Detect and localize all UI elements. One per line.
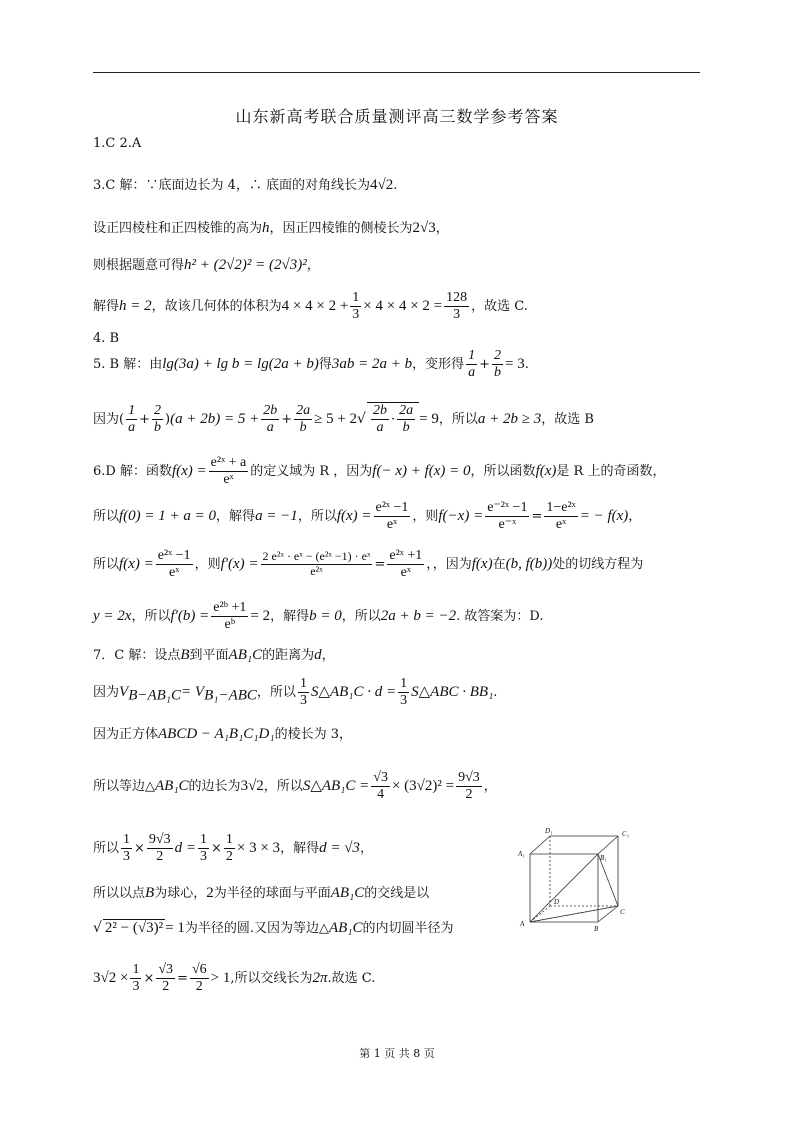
text: 所以等边△ bbox=[93, 779, 155, 795]
math: 2√3 bbox=[412, 220, 436, 236]
math: = 2 bbox=[250, 608, 271, 625]
fraction: $\frac{√3}{4}$ bbox=[373, 770, 388, 803]
fraction: $\frac{1}{3}$ bbox=[352, 290, 360, 323]
answer-line-20: √ 2² − (√3)² = 1为半径的圆.又因为等边△AB₁C的内切圆半径为 bbox=[93, 920, 454, 936]
text: ，所以 bbox=[438, 412, 478, 428]
text: 为半径的圆.又因为等边△ bbox=[184, 921, 329, 936]
math: f(0) = 1 + a = 0 bbox=[119, 508, 217, 525]
label-c: C bbox=[620, 908, 625, 916]
answer-line-1: 1.C 2.A bbox=[93, 136, 142, 151]
math: B₁−ABC bbox=[204, 687, 257, 704]
fraction: $\frac{2b}{a}$ bbox=[372, 403, 387, 436]
math: lg(3a) + lg b = lg(2a + b) bbox=[162, 356, 319, 373]
text: . 故答案为：D. bbox=[456, 609, 544, 625]
math: 2 bbox=[206, 885, 214, 901]
text: ，变形得 bbox=[412, 357, 465, 373]
math: f(x) = bbox=[119, 556, 154, 573]
text: ，解得 bbox=[270, 609, 310, 625]
math: × 4 × 4 × 2 = bbox=[363, 298, 443, 315]
fraction: $\frac{1}{3}$ bbox=[123, 832, 131, 865]
text: 设正四棱柱和正四棱锥的高为 bbox=[93, 221, 263, 236]
math: d = bbox=[174, 840, 196, 857]
text: 因为 bbox=[93, 685, 120, 701]
text: 所以 bbox=[93, 509, 120, 525]
fraction: $\frac{\text{2 e²ˣ · eˣ − (e²ˣ −1) · eˣ}}{\text{e²ˣ}}$ bbox=[262, 549, 371, 579]
answer-line-12: 所以f(x) = $\frac{\text{e²ˣ −1}}{\text{eˣ}}$ ，则f′(x) = $\frac{\text{2 e²ˣ · eˣ − (e²ˣ −1) · eˣ}}{\text{e²ˣ}}$ = $\frac{\text{e²ˣ +1}}{\text{eˣ}}$ ，，因为f(x)在(b, f(b))处的切线方程为 bbox=[93, 548, 644, 581]
answer-line-11: 所以f(0) = 1 + a = 0，解得a = −1，所以f(x) = $\frac{\text{e²ˣ −1}}{\text{eˣ}}$ ，则f(−x) = $\frac{\text{e⁻²ˣ −1}}{\text{e⁻ˣ}}$ = $\frac{\text{1−e²ˣ}}{\text{eˣ}}$ = − f(x)， bbox=[93, 500, 642, 533]
math: d bbox=[314, 647, 322, 663]
text: ，所以 bbox=[341, 609, 381, 625]
math: a = −1 bbox=[255, 508, 298, 525]
text: 处的切线方程为 bbox=[552, 557, 644, 573]
math: 3ab = 2a + b bbox=[331, 356, 413, 373]
math: 3√2 × bbox=[93, 970, 129, 987]
text: 的定义域为 R ，因为 bbox=[250, 464, 373, 480]
math: B bbox=[145, 885, 155, 901]
math: × 3 × 3 bbox=[236, 840, 281, 857]
answer-line-18: 所以 $\frac{1}{3}$ × $\frac{9√3}{2}$ d = $\frac{1}{3}$ × $\frac{1}{2}$ × 3 × 3，解得d = √3， bbox=[93, 832, 373, 865]
fraction: $\frac{9√3}{2}$ bbox=[458, 770, 480, 803]
math: f(− x) + f(x) = 0 bbox=[372, 463, 471, 480]
label-b1: B₁ bbox=[600, 854, 607, 862]
math: AB₁C bbox=[330, 885, 365, 901]
fraction: $\frac{\text{1−e²ˣ}}{\text{eˣ}}$ bbox=[546, 500, 576, 533]
text: ，所以 bbox=[131, 609, 171, 625]
fraction: $\frac{\text{e²ˣ −1}}{\text{eˣ}}$ bbox=[157, 548, 191, 581]
label-d1: D₁ bbox=[545, 827, 553, 835]
hidden-edge bbox=[530, 906, 550, 922]
answer-line-3: 3.C 解：∵底面边长为 4，∴ 底面的对角线长为4√2. bbox=[93, 177, 398, 193]
answer-line-10 bbox=[93, 455, 665, 488]
math: h = 2 bbox=[119, 298, 152, 315]
answer-line-19 bbox=[93, 884, 429, 902]
text: 3.C 解：∵底面边长为 4，∴ 底面的对角线长为 bbox=[93, 178, 371, 193]
text: 得 bbox=[318, 357, 332, 373]
math: > 1 bbox=[210, 970, 231, 987]
text: 到平面 bbox=[189, 648, 229, 663]
math: f(x) bbox=[471, 556, 493, 573]
math: (a + 2b) = 5 + bbox=[170, 411, 260, 428]
fraction: $\frac{√3}{2}$ bbox=[158, 962, 174, 995]
math: = 9 bbox=[419, 411, 439, 428]
text: 所以 bbox=[93, 841, 120, 857]
math: = 3 bbox=[505, 356, 525, 373]
text: ，故选 B bbox=[541, 412, 594, 428]
math: f(x) bbox=[535, 463, 557, 480]
math: AB₁C bbox=[228, 647, 263, 663]
answer-line-17: 所以等边△AB₁C的边长为3√2，所以S△AB₁C = $\frac{√3}{4}$ × (3√2)² = $\frac{9√3}{2}$ ， bbox=[93, 770, 497, 803]
text: ,所以交线长为 bbox=[230, 971, 313, 987]
math: × (3√2)² = bbox=[391, 778, 455, 795]
text: ，故选 C. bbox=[471, 299, 528, 315]
math: 3√2 bbox=[240, 778, 264, 795]
text: 6.D 解：函数 bbox=[93, 464, 172, 480]
text: ，解得 bbox=[280, 841, 320, 857]
answer-line-4: 设正四棱柱和正四棱锥的高为h，因正四棱锥的侧棱长为2√3， bbox=[93, 220, 449, 236]
math: h bbox=[262, 220, 270, 236]
fraction: $\frac{2a}{b}$ bbox=[399, 403, 414, 436]
text: 因为正方体 bbox=[93, 727, 159, 742]
text: 解得 bbox=[93, 299, 120, 315]
math: 2a + b = −2 bbox=[380, 608, 457, 625]
fraction: $\frac{1}{2}$ bbox=[225, 832, 233, 865]
math: f(x) = bbox=[336, 508, 372, 525]
text: 的棱长为 3， bbox=[274, 727, 352, 742]
math: B bbox=[180, 647, 190, 663]
text: 的交线是以 bbox=[364, 886, 430, 901]
page-title: 山东新高考联合质量测评高三数学参考答案 bbox=[235, 107, 559, 126]
sqrt: $\frac{2b}{a}$ · $\frac{2a}{b}$ bbox=[367, 402, 419, 436]
text: 5. B 解：由 bbox=[93, 357, 163, 373]
cube-figure bbox=[512, 826, 640, 936]
math: y = 2x bbox=[93, 608, 132, 625]
text: ，则 bbox=[194, 557, 221, 573]
text: 因为 bbox=[93, 412, 120, 428]
math: S△AB₁C = bbox=[302, 778, 370, 795]
math: 4√2 bbox=[370, 177, 394, 193]
answer-line-5: 则根据题意可得h² + (2√2)² = (2√3)²， bbox=[93, 257, 320, 273]
text: ，因正四棱锥的侧棱长为 bbox=[269, 221, 413, 236]
math: S△ABC · BB₁ bbox=[411, 684, 494, 701]
answer-line-14: 7．C 解：设点B到平面AB₁C的距离为d， bbox=[93, 647, 335, 663]
label-a: A bbox=[520, 920, 525, 928]
text: 为半径的球面与平面 bbox=[213, 886, 331, 901]
math: = 1 bbox=[165, 920, 185, 936]
text: 为球心， bbox=[154, 886, 207, 901]
label-a1: A₁ bbox=[518, 850, 525, 858]
text: .故选 C. bbox=[327, 971, 376, 987]
fraction: $\frac{\text{e⁻²ˣ −1}}{\text{e⁻ˣ}}$ bbox=[487, 500, 528, 533]
fraction: $\frac{\text{e²ᵇ +1}}{\text{eᵇ}}$ bbox=[213, 600, 247, 633]
edge bbox=[598, 906, 618, 922]
math: AB₁C bbox=[155, 778, 189, 795]
text: 所以 bbox=[93, 557, 120, 573]
fraction: $\frac{128}{3}$ bbox=[446, 290, 468, 323]
fraction: $\frac{2b}{a}$ bbox=[263, 403, 278, 436]
answer-line-15: 因为$V_{B-AB_1C}= V_{B_1-ABC}$，所以 $\frac{1}{3}$ S△AB₁C · d = $\frac{1}{3}$ S△ABC · BB₁. bbox=[93, 676, 498, 709]
math: a + 2b ≥ 3 bbox=[477, 411, 542, 428]
fraction: $\frac{1}{3}$ bbox=[132, 962, 140, 995]
text: 所以以点 bbox=[93, 886, 146, 901]
math: 4 × 4 × 2 + bbox=[281, 298, 349, 315]
math: 2π bbox=[312, 970, 328, 987]
fraction: $\frac{1}{3}$ bbox=[299, 676, 307, 709]
answer-line-6 bbox=[93, 290, 528, 323]
text: ，所以函数 bbox=[470, 464, 536, 480]
text: 的距离为 bbox=[262, 648, 315, 663]
fraction: $\frac{1}{3}$ bbox=[400, 676, 408, 709]
text: ，所以 bbox=[263, 779, 303, 795]
math: = − f(x) bbox=[579, 508, 629, 525]
fraction: $\frac{2}{b}$ bbox=[154, 403, 161, 436]
math: AB₁C bbox=[328, 920, 363, 936]
text: ，解得 bbox=[216, 509, 256, 525]
math: S△AB₁C · d = bbox=[310, 684, 397, 701]
fraction: $\frac{\text{e²ˣ +1}}{\text{eˣ}}$ bbox=[389, 548, 423, 581]
text: 7．C 解：设点 bbox=[93, 648, 181, 663]
answer-line-21: 3√2 × $\frac{1}{3}$ × $\frac{√3}{2}$ = $\frac{√6}{2}$ > 1,所以交线长为2π.故选 C. bbox=[93, 962, 376, 995]
math: 2² − (√3)² bbox=[104, 920, 164, 936]
text: ，因为 bbox=[432, 557, 472, 573]
answer-line-13 bbox=[93, 600, 544, 633]
text: 是 R 上的奇函数， bbox=[556, 464, 666, 480]
fraction: $\frac{2}{b}$ bbox=[494, 348, 502, 381]
fraction: $\frac{\text{e²ˣ + a}}{\text{eˣ}}$ bbox=[210, 455, 247, 488]
math: ABCD − A₁B₁C₁D₁ bbox=[158, 726, 275, 742]
math: b = 0 bbox=[309, 608, 342, 625]
text: ，则 bbox=[412, 509, 439, 525]
fraction: $\frac{2a}{b}$ bbox=[296, 403, 311, 436]
math: f′(b) = bbox=[170, 608, 210, 625]
text: ，故该几何体的体积为 bbox=[151, 299, 282, 315]
label-d: D bbox=[554, 898, 560, 906]
math: f′(x) = bbox=[220, 556, 259, 573]
edge bbox=[530, 836, 550, 854]
edge bbox=[598, 836, 618, 854]
text: ，所以 bbox=[297, 509, 337, 525]
answer-line-9: 因为( $\frac{1}{a}$ + $\frac{2}{b}$ )(a + 2b) = 5 + $\frac{2b}{a}$ + $\frac{2a}{b}$ ≥ 5 + 2√ $\frac{2b}{a}$ · $\frac{2a}{b}$ = 9，所以a + 2b ≥ 3，故选 B bbox=[93, 403, 594, 436]
text: ，所以 bbox=[256, 685, 296, 701]
math: h² + (2√2)² = (2√3)² bbox=[184, 257, 307, 273]
answer-line-16 bbox=[93, 725, 352, 743]
math: f(x) = bbox=[171, 463, 207, 480]
math: B−AB₁C bbox=[128, 687, 182, 704]
math: (b, f(b)) bbox=[505, 556, 553, 573]
fraction: $\frac{1}{a}$ bbox=[468, 348, 476, 381]
fraction: $\frac{9√3}{2}$ bbox=[148, 832, 171, 865]
text: 则根据题意可得 bbox=[93, 258, 185, 273]
math: d = √3 bbox=[319, 840, 360, 857]
answer-line-7: 4. B bbox=[93, 331, 120, 346]
label-c1: C₁ bbox=[622, 830, 630, 838]
text: 的内切圆半径为 bbox=[362, 921, 454, 936]
fraction: $\frac{√6}{2}$ bbox=[191, 962, 207, 995]
math: ≥ 5 + 2 bbox=[314, 411, 358, 428]
label-b: B bbox=[594, 925, 599, 933]
math: f(−x) = bbox=[438, 508, 484, 525]
math: V bbox=[119, 684, 129, 701]
text: 在 bbox=[492, 557, 506, 573]
answer-line-8: 5. B 解：由lg(3a) + lg b = lg(2a + b)得3ab = 2a + b，变形得 $\frac{1}{a}$ + $\frac{2}{b}$ = 3. bbox=[93, 348, 529, 381]
math: = V bbox=[181, 684, 205, 701]
fraction: $\frac{1}{3}$ bbox=[199, 832, 207, 865]
text: 的边长为 bbox=[188, 779, 241, 795]
header-rule bbox=[93, 72, 700, 73]
fraction: $\frac{\text{e²ˣ −1}}{\text{eˣ}}$ bbox=[375, 500, 409, 533]
fraction: $\frac{1}{a}$ bbox=[128, 403, 136, 436]
page-footer: 第 1 页 共 8 页 bbox=[359, 1047, 435, 1060]
